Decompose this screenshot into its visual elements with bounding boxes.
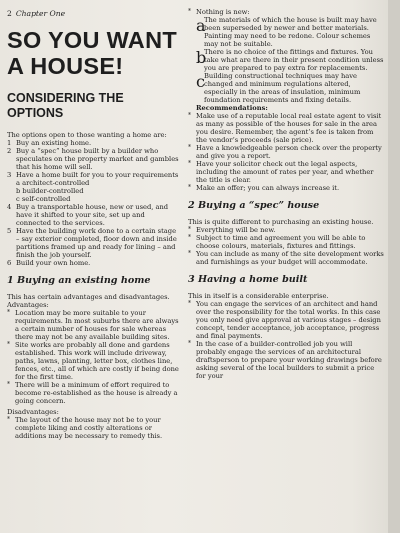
left-column — [7, 9, 180, 440]
recommendations-list — [188, 112, 384, 192]
section-intro: This has certain advantages and disadvantages. — [7, 293, 170, 301]
bullet-icon: * — [188, 8, 191, 15]
sub-list-item: a architect-controlled — [16, 179, 90, 187]
bullet-icon: * — [188, 160, 191, 167]
disadvantages-label: Disadvantages: — [7, 408, 59, 416]
list-item: * You can include as many of the site development works and furnishings as your budget will accommodate. — [188, 250, 384, 266]
list-item: 2 Buy a “spec” house built by a builder who speculates on the property market and gambles that his home will sell. — [7, 147, 179, 171]
bullet-icon: * — [7, 416, 10, 423]
nothing-new-list — [188, 8, 384, 16]
list-item: * Everything will be new. — [188, 226, 276, 234]
disadvantages-list — [7, 416, 180, 440]
list-item: * There will be a minimum of effort required to become re-established as the house is already a going concern. — [7, 381, 178, 405]
list-item: b There is no choice of the fittings and fixtures. You take what are there in their present condition unless you are prepared to pay extra for replacements. — [196, 48, 384, 72]
home-built-list — [188, 300, 384, 380]
list-item: 6 Build your own home. — [7, 259, 91, 267]
options-intro: The options open to those wanting a home are: — [7, 131, 167, 139]
list-item: * The layout of the house may not be to your complete liking and costly alterations or additions may be necessary to remedy this. — [7, 416, 163, 440]
sub-list-item: c self-controlled — [16, 195, 71, 203]
list-item: * Site works are probably all done and gardens established. This work will include driveway, paths, lawns, planting, letter box, clothes line, fences, etc., all of which are costly if being done for the first time. — [7, 341, 179, 381]
section-heading: 1 Buying an existing home — [7, 275, 151, 286]
chapter-label: Chapter One — [15, 9, 66, 18]
section-heading: 3 Having a home built — [188, 274, 308, 285]
list-item: a The materials of which the house is built may have been superseded by newer and better materials. Painting may need to be redone. Colour schemes may not be suitable. — [196, 16, 377, 48]
bullet-icon: * — [7, 309, 10, 316]
list-item: c Building constructional techniques may have changed and minimum regulations altered, especially in the areas of insulation, minimum foundation requirements and fixing details. — [196, 72, 361, 104]
recommendations-label: Recommendations: — [196, 104, 268, 112]
bullet-icon: * — [7, 341, 10, 348]
sub-list-item: b builder-controlled — [16, 187, 84, 195]
list-item: * Have your solicitor check out the legal aspects, including the amount of rates per year, and whether the title is clear. — [188, 160, 374, 184]
page-title: SO YOU WANT A HOUSE! — [7, 27, 177, 79]
bullet-icon: * — [188, 250, 191, 257]
bullet-icon: * — [188, 144, 191, 151]
list-item: * You can engage the services of an architect and hand over the responsibility for the total works. In this case you only need give approval at various stages – design concept, tender acceptance, job acceptance, progress and final payments. — [188, 300, 381, 340]
section-intro: This in itself is a considerable enterprise. — [188, 292, 329, 300]
advantages-label: Advantages: — [7, 301, 49, 309]
page-edge — [388, 0, 400, 533]
bullet-icon: * — [188, 340, 191, 347]
list-item: * Have a knowledgeable person check over the property and give you a report. — [188, 144, 382, 160]
list-item: * Make use of a reputable local real estate agent to visit as many as possible of the houses for sale in the area you desire. Remember, the agent’s fee is taken from the vendor’s proceeds (sale price). — [188, 112, 382, 144]
options-list — [7, 139, 180, 267]
list-item: 1 Buy an existing home. — [7, 139, 92, 147]
section-subtitle: CONSIDERING THE OPTIONS — [7, 91, 124, 120]
spec-house-list — [188, 226, 384, 266]
list-item: * In the case of a builder-controlled job you will probably engage the services of an architectural draftsperson to prepare your working drawings before asking several of the local builders to submit a price for your — [188, 340, 382, 380]
advantages-list — [7, 309, 180, 405]
list-item: * Subject to time and agreement you will be able to choose colours, materials, fixtures and fittings. — [188, 234, 366, 250]
bullet-icon: * — [188, 300, 191, 307]
bullet-icon: * — [7, 381, 10, 388]
list-item: 4 Buy a transportable house, new or used, and have it shifted to your site, set up and connected to the services. — [7, 203, 169, 227]
list-item: 5 Have the building work done to a certain stage – say exterior completed, floor down and inside partitions framed up and ready for lining – and finish the job yourself. — [7, 227, 177, 259]
bullet-icon: * — [188, 234, 191, 241]
list-item: * Nothing is new: — [188, 8, 250, 16]
page-number: 2 — [7, 9, 12, 18]
list-item: * Make an offer; you can always increase it. — [188, 184, 340, 192]
bullet-icon: * — [188, 226, 191, 233]
bullet-icon: * — [188, 112, 191, 119]
running-head — [7, 9, 180, 18]
bullet-icon: * — [188, 184, 191, 191]
nothing-new-details — [188, 16, 384, 104]
section-intro: This is quite different to purchasing an existing house. — [188, 218, 374, 226]
list-item: * Location may be more suitable to your requirements. In most suburbs there are always a certain number of houses for sale whereas there may not be any available building sites. — [7, 309, 179, 341]
right-column — [188, 8, 384, 380]
list-item: 3 Have a home built for you to your requirements — [7, 171, 179, 179]
section-heading: 2 Buying a “spec” house — [188, 200, 320, 211]
